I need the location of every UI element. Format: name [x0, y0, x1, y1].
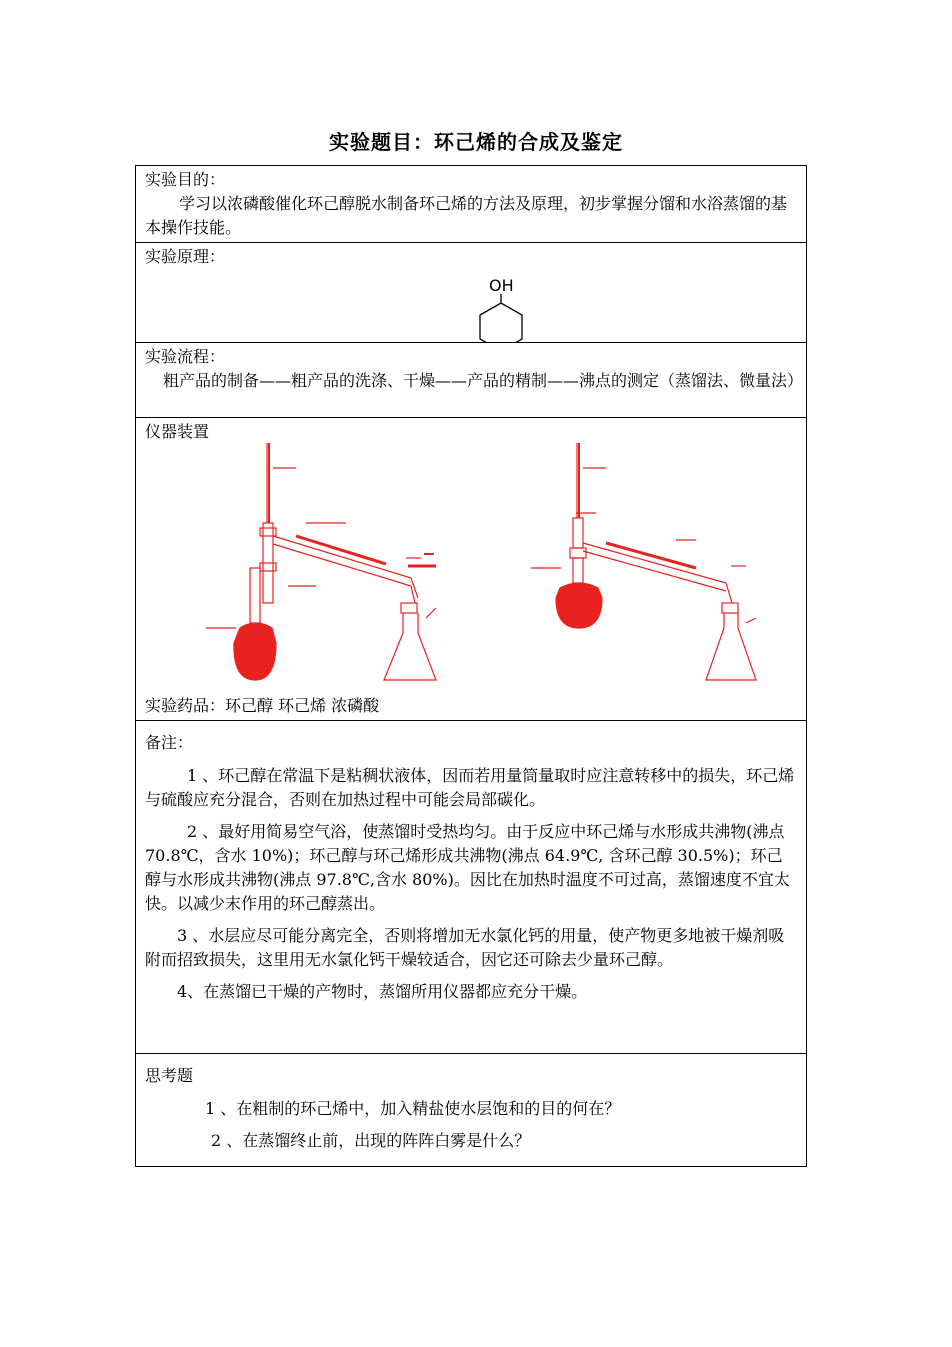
apparatus-label: 仪器装置 [145, 422, 210, 441]
reaction-scheme [136, 243, 808, 343]
note-item-2: 2 、最好用简易空气浴，使蒸馏时受热均匀。由于反应中环己烯与水形成共沸物(沸点 70.8℃，含水 10%)；环己醇与环己烯形成共沸物(沸点 64.9℃, 含环己醇 30.5%)；环己醇与水形成共沸物(沸点 97.8℃,含水 80%)。因比在加热时温度不可过高，蒸馏速度不宜太快。以减少末作用的环己醇蒸出。 [145, 822, 790, 913]
simple-distillation-setup [531, 443, 756, 680]
fractional-distillation-setup [206, 443, 436, 680]
hydroxyl-label: OH [489, 276, 514, 295]
notes-row [136, 721, 806, 1054]
cyclohexanol-ring [480, 303, 522, 343]
experiment-table [135, 165, 807, 1167]
flow-row [136, 343, 806, 418]
page-title: 实验题目：环己烯的合成及鉴定 [329, 130, 623, 154]
note-item-1: 1 、环己醇在常温下是粘稠状液体，因而若用量筒量取时应注意转移中的损失，环己烯与硫酸应充分混合，否则在加热过程中可能会局部碳化。 [145, 766, 795, 809]
flow-label: 实验流程： [145, 347, 226, 366]
question-item-1: 1 、在粗制的环己烯中，加入精盐使水层饱和的目的何在？ [205, 1099, 621, 1118]
purpose-row [136, 166, 806, 243]
note-item-3: 3 、水层应尽可能分离完全，否则将增加无水氯化钙的用量，使产物更多地被干燥剂吸附而招致损失，这里用无水氯化钙干燥较适合，因它还可除去少量环己醇。 [145, 926, 785, 969]
purpose-text: 学习以浓磷酸催化环己醇脱水制备环己烯的方法及原理，初步掌握分馏和水浴蒸馏的基本操作技能。 [145, 194, 788, 237]
questions-row [136, 1054, 806, 1166]
principle-row [136, 243, 806, 343]
purpose-label: 实验目的： [145, 170, 226, 189]
flow-text: 粗产品的制备——粗产品的洗涤、干燥——产品的精制——沸点的测定（蒸馏法、微量法） [163, 371, 804, 390]
question-item-2: 2 、在蒸馏终止前，出现的阵阵白雾是什么？ [211, 1131, 531, 1150]
apparatus-row [136, 418, 806, 721]
principle-label: 实验原理： [145, 247, 226, 266]
questions-label: 思考题 [145, 1066, 194, 1085]
apparatus-drawing [136, 418, 806, 698]
notes-label: 备注： [145, 733, 194, 752]
drugs-text: 实验药品：环己醇 环己烯 浓磷酸 [145, 696, 380, 715]
note-item-4: 4、在蒸馏已干燥的产物时，蒸馏所用仪器都应充分干燥。 [177, 982, 588, 1001]
